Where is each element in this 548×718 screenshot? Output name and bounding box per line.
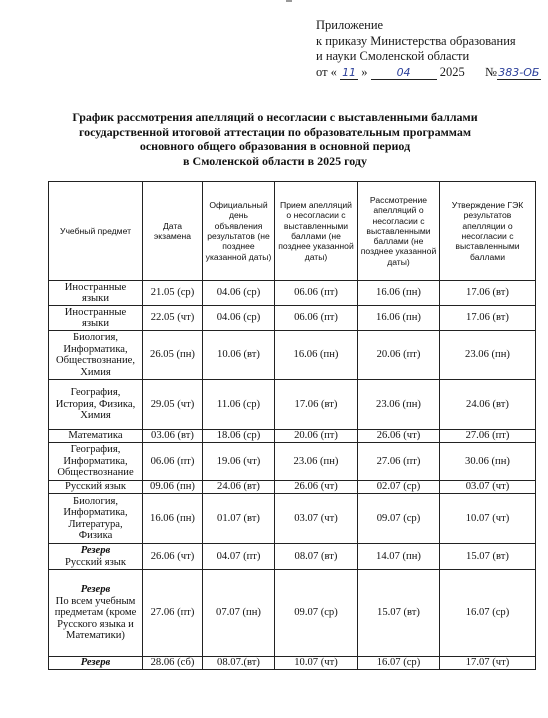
title-line-2: государственной итоговой аттестации по образовательным программам bbox=[78, 124, 472, 139]
table-row bbox=[49, 494, 536, 544]
results-date-cell: 04.07 (пт) bbox=[203, 544, 275, 570]
exam-date-cell: 27.06 (пт) bbox=[143, 570, 203, 657]
title-line-1: График рассмотрения апелляций о несогласии с выставленными баллами bbox=[72, 110, 478, 124]
accept-date-cell: 06.06 (пт) bbox=[275, 281, 358, 306]
results-date-cell: 08.07.(вт) bbox=[203, 657, 275, 670]
order-year: 2025 bbox=[439, 64, 465, 79]
approve-date-cell: 15.07 (вт) bbox=[440, 544, 536, 570]
appendix-label: Приложение bbox=[316, 18, 384, 32]
results-date-cell: 11.06 (ср) bbox=[203, 380, 275, 430]
table-row bbox=[49, 430, 536, 443]
reserve-label: Резерв bbox=[80, 584, 111, 596]
exam-date-cell: 28.06 (сб) bbox=[143, 657, 203, 670]
subject-text: Математика bbox=[68, 430, 123, 442]
review-date-cell: 16.06 (пн) bbox=[358, 281, 440, 306]
accept-date-cell: 09.07 (ср) bbox=[275, 570, 358, 657]
order-month: 04 bbox=[371, 67, 437, 80]
table-row bbox=[49, 281, 536, 306]
results-date-cell: 18.06 (ср) bbox=[203, 430, 275, 443]
subject-cell bbox=[49, 657, 143, 670]
scan-mark bbox=[286, 0, 292, 2]
exam-date-cell: 03.06 (вт) bbox=[143, 430, 203, 443]
header-accept-date: Прием апелляций о несогласии с выставленными баллами (не позднее указанной даты) bbox=[275, 182, 358, 281]
accept-date-cell: 16.06 (пн) bbox=[275, 331, 358, 380]
approve-date-cell: 16.07 (ср) bbox=[440, 570, 536, 657]
results-date-cell: 19.06 (чт) bbox=[203, 443, 275, 481]
review-date-cell: 15.07 (вт) bbox=[358, 570, 440, 657]
exam-date-cell: 21.05 (ср) bbox=[143, 281, 203, 306]
table-row bbox=[49, 443, 536, 481]
from-label: от « bbox=[316, 64, 337, 79]
approve-date-cell: 17.06 (вт) bbox=[440, 281, 536, 306]
subject-cell bbox=[49, 306, 143, 331]
accept-date-cell: 17.06 (вт) bbox=[275, 380, 358, 430]
review-date-cell: 23.06 (пн) bbox=[358, 380, 440, 430]
subject-cell bbox=[49, 430, 143, 443]
table-row bbox=[49, 544, 536, 570]
accept-date-cell: 03.07 (чт) bbox=[275, 494, 358, 544]
header-subject: Учебный предмет bbox=[49, 182, 143, 281]
subject-text: Биология, Информатика, Обществознание, Химия bbox=[56, 332, 135, 378]
subject-cell bbox=[49, 443, 143, 481]
order-label: к приказу Министерства образования bbox=[316, 33, 516, 48]
subject-text: Иностранные языки bbox=[64, 306, 127, 329]
header-review-date: Рассмотрение апелляций о несогласии с выставленными баллами (не позднее указанной даты) bbox=[358, 182, 440, 281]
subject-text: По всем учебным предметам (кроме Русского языка и Математики) bbox=[54, 595, 137, 642]
subject-text: Русский язык bbox=[64, 481, 127, 493]
results-date-cell: 01.07 (вт) bbox=[203, 494, 275, 544]
table-row bbox=[49, 331, 536, 380]
table-header-row bbox=[49, 182, 536, 281]
header-exam-date: Дата экзамена bbox=[143, 182, 203, 281]
exam-date-cell: 09.06 (пн) bbox=[143, 481, 203, 494]
exam-date-cell: 26.05 (пн) bbox=[143, 331, 203, 380]
results-date-cell: 10.06 (вт) bbox=[203, 331, 275, 380]
reserve-label: Резерв bbox=[80, 545, 111, 556]
results-date-cell: 07.07 (пн) bbox=[203, 570, 275, 657]
ministry-label: и науки Смоленской области bbox=[316, 49, 470, 63]
accept-date-cell: 20.06 (пт) bbox=[275, 430, 358, 443]
exam-date-cell: 26.06 (чт) bbox=[143, 544, 203, 570]
reserve-label: Резерв bbox=[80, 657, 111, 669]
table-row bbox=[49, 570, 536, 657]
accept-date-cell: 08.07 (вт) bbox=[275, 544, 358, 570]
approval-block bbox=[316, 18, 541, 80]
subject-text: Биология, Информатика, Литература, Физика bbox=[63, 495, 128, 541]
exam-date-cell: 29.05 (чт) bbox=[143, 380, 203, 430]
subject-cell bbox=[49, 331, 143, 380]
review-date-cell: 26.06 (чт) bbox=[358, 430, 440, 443]
table-row bbox=[49, 380, 536, 430]
number-label: № bbox=[484, 64, 497, 79]
review-date-cell: 20.06 (пт) bbox=[358, 331, 440, 380]
header-approve-date: Утверждение ГЭК результатов апелляции о несогласии с выставленными баллами bbox=[440, 182, 536, 281]
approve-date-cell: 27.06 (пт) bbox=[440, 430, 536, 443]
table-row bbox=[49, 306, 536, 331]
document-title bbox=[20, 110, 530, 168]
subject-cell bbox=[49, 544, 143, 570]
title-line-3: основного общего образования в основной период bbox=[139, 139, 411, 153]
subject-cell bbox=[49, 281, 143, 306]
subject-cell bbox=[49, 494, 143, 544]
review-date-cell: 16.06 (пн) bbox=[358, 306, 440, 331]
subject-text: География, История, Физика, Химия bbox=[55, 387, 136, 422]
order-number: 383-ОБ bbox=[498, 65, 540, 79]
review-date-cell: 27.06 (пт) bbox=[358, 443, 440, 481]
accept-date-cell: 06.06 (пт) bbox=[275, 306, 358, 331]
subject-text: География, Информатика, Обществознание bbox=[57, 444, 134, 479]
accept-date-cell: 26.06 (чт) bbox=[275, 481, 358, 494]
table-row bbox=[49, 657, 536, 670]
approve-date-cell: 30.06 (пн) bbox=[440, 443, 536, 481]
review-date-cell: 14.07 (пн) bbox=[358, 544, 440, 570]
exam-date-cell: 16.06 (пн) bbox=[143, 494, 203, 544]
order-day: 11 bbox=[342, 65, 357, 79]
review-date-cell: 02.07 (ср) bbox=[358, 481, 440, 494]
title-line-4: в Смоленской области в 2025 году bbox=[183, 153, 367, 168]
results-date-cell: 04.06 (ср) bbox=[203, 281, 275, 306]
exam-date-cell: 06.06 (пт) bbox=[143, 443, 203, 481]
accept-date-cell: 10.07 (чт) bbox=[275, 657, 358, 670]
review-date-cell: 16.07 (ср) bbox=[358, 657, 440, 670]
review-date-cell: 09.07 (ср) bbox=[358, 494, 440, 544]
approve-date-cell: 24.06 (вт) bbox=[440, 380, 536, 430]
approve-date-cell: 17.06 (вт) bbox=[440, 306, 536, 331]
subject-cell bbox=[49, 380, 143, 430]
approve-date-cell: 03.07 (чт) bbox=[440, 481, 536, 494]
quote-close: » bbox=[361, 64, 368, 79]
header-results-date: Официальный день объявления результатов (не позднее указанной даты) bbox=[203, 182, 275, 281]
subject-cell bbox=[49, 481, 143, 494]
approve-date-cell: 10.07 (чт) bbox=[440, 494, 536, 544]
order-date-line bbox=[316, 65, 541, 81]
results-date-cell: 04.06 (ср) bbox=[203, 306, 275, 331]
accept-date-cell: 23.06 (пн) bbox=[275, 443, 358, 481]
subject-text: Русский язык bbox=[64, 556, 127, 568]
table-row bbox=[49, 481, 536, 494]
subject-text: Иностранные языки bbox=[64, 281, 127, 304]
approve-date-cell: 23.06 (пн) bbox=[440, 331, 536, 380]
results-date-cell: 24.06 (вт) bbox=[203, 481, 275, 494]
appeal-schedule-table bbox=[48, 181, 536, 670]
subject-cell bbox=[49, 570, 143, 657]
approve-date-cell: 17.07 (чт) bbox=[440, 657, 536, 670]
exam-date-cell: 22.05 (чт) bbox=[143, 306, 203, 331]
